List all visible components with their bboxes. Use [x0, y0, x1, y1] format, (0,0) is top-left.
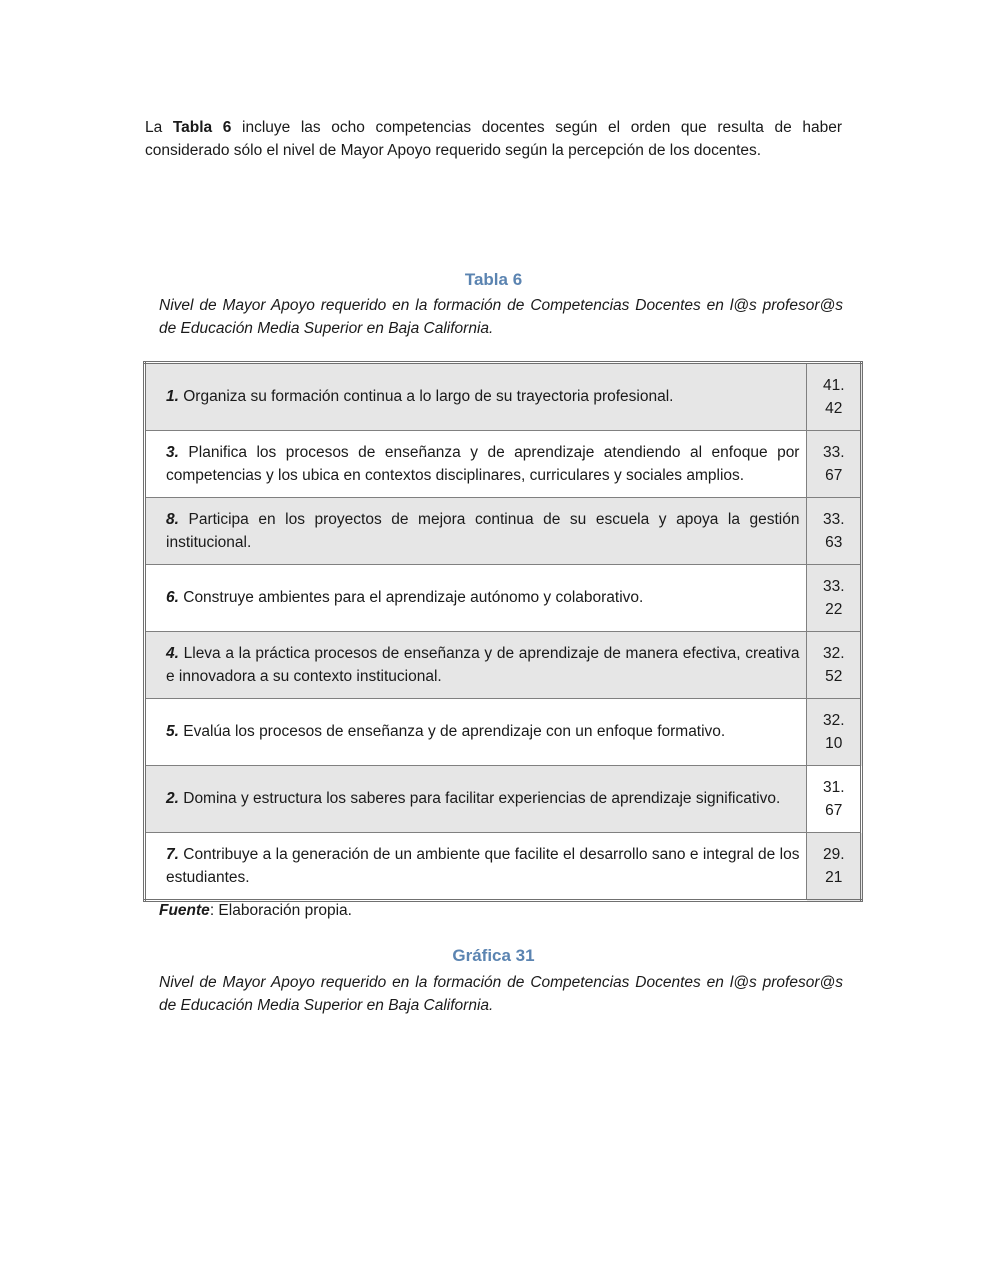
intro-paragraph	[145, 116, 842, 162]
value-dec: 67	[825, 802, 843, 819]
row-value	[807, 833, 862, 901]
row-value	[807, 498, 862, 565]
value-dec: 42	[825, 400, 843, 417]
row-description	[145, 363, 807, 431]
value-dec: 10	[825, 735, 843, 752]
row-description	[145, 833, 807, 901]
row-description	[145, 632, 807, 699]
row-text: Construye ambientes para el aprendizaje autónomo y colaborativo.	[178, 589, 644, 607]
row-number: 8.	[166, 510, 179, 528]
value-int: 33.	[822, 510, 845, 528]
source-label: Fuente	[159, 902, 210, 919]
intro-suffix: incluye las ocho competencias docentes según el orden que resulta de haber considerado sólo el nivel de Mayor Apoyo requerido según la percepción de los docentes.	[145, 119, 842, 159]
row-number: 3.	[166, 443, 179, 461]
row-value	[807, 363, 862, 431]
row-value	[807, 632, 862, 699]
competencies-table	[143, 361, 863, 902]
row-text: Evalúa los procesos de enseñanza y de aprendizaje con un enfoque formativo.	[178, 723, 726, 741]
table-row	[145, 431, 862, 498]
source-text: : Elaboración propia.	[209, 902, 352, 919]
table-row	[145, 498, 862, 565]
value-int: 33.	[822, 577, 845, 595]
table-row	[145, 632, 862, 699]
row-value	[807, 766, 862, 833]
intro-prefix: La	[145, 119, 173, 136]
row-description	[145, 498, 807, 565]
row-description	[145, 699, 807, 766]
row-description	[145, 766, 807, 833]
row-text: Contribuye a la generación de un ambiente que facilite el desarrollo sano e integral de los estudiantes.	[166, 845, 800, 886]
row-value	[807, 565, 862, 632]
row-description	[145, 431, 807, 498]
value-dec: 22	[825, 601, 843, 618]
table-row	[145, 833, 862, 901]
row-number: 1.	[166, 388, 179, 406]
row-description	[145, 565, 807, 632]
table-source	[159, 902, 352, 920]
row-number: 2.	[166, 790, 179, 808]
table-caption-title: Tabla 6	[464, 270, 523, 289]
value-int: 33.	[822, 443, 845, 461]
value-int: 29.	[822, 845, 845, 863]
row-text: Planifica los procesos de enseñanza y de aprendizaje atendiendo al enfoque por competencias y los ubica en contextos disciplinares, curriculares y sociales amplios.	[166, 443, 800, 484]
value-int: 32.	[822, 644, 845, 662]
value-dec: 52	[825, 668, 843, 685]
row-number: 4.	[166, 644, 179, 662]
value-int: 41.	[822, 376, 845, 394]
row-number: 7.	[166, 845, 179, 863]
row-text: Organiza su formación continua a lo largo de su trayectoria profesional.	[178, 388, 674, 406]
value-dec: 21	[825, 869, 843, 886]
table-row	[145, 565, 862, 632]
row-text: Lleva a la práctica procesos de enseñanza y de aprendizaje de manera efectiva, creativa e innovadora a su contexto institucional.	[166, 644, 800, 685]
table-row	[145, 363, 862, 431]
intro-table-ref: Tabla 6	[172, 119, 232, 136]
value-int: 32.	[822, 711, 845, 729]
row-text: Domina y estructura los saberes para facilitar experiencias de aprendizaje significativo.	[178, 790, 781, 808]
row-value	[807, 699, 862, 766]
row-value	[807, 431, 862, 498]
row-text: Participa en los proyectos de mejora continua de su escuela y apoya la gestión institucional.	[166, 510, 800, 551]
table-row	[145, 766, 862, 833]
value-dec: 63	[825, 534, 843, 551]
chart-caption-title: Gráfica 31	[452, 946, 535, 965]
table-row	[145, 699, 862, 766]
value-int: 31.	[822, 778, 845, 796]
row-number: 5.	[166, 723, 179, 741]
row-number: 6.	[166, 589, 179, 607]
value-dec: 67	[825, 467, 843, 484]
chart-caption-subtitle: Nivel de Mayor Apoyo requerido en la formación de Competencias Docentes en l@s profesor@s de Educación Media Superior en Baja California.	[159, 974, 843, 1014]
table-caption-subtitle: Nivel de Mayor Apoyo requerido en la formación de Competencias Docentes en l@s profesor@s de Educación Media Superior en Baja California.	[159, 297, 843, 337]
